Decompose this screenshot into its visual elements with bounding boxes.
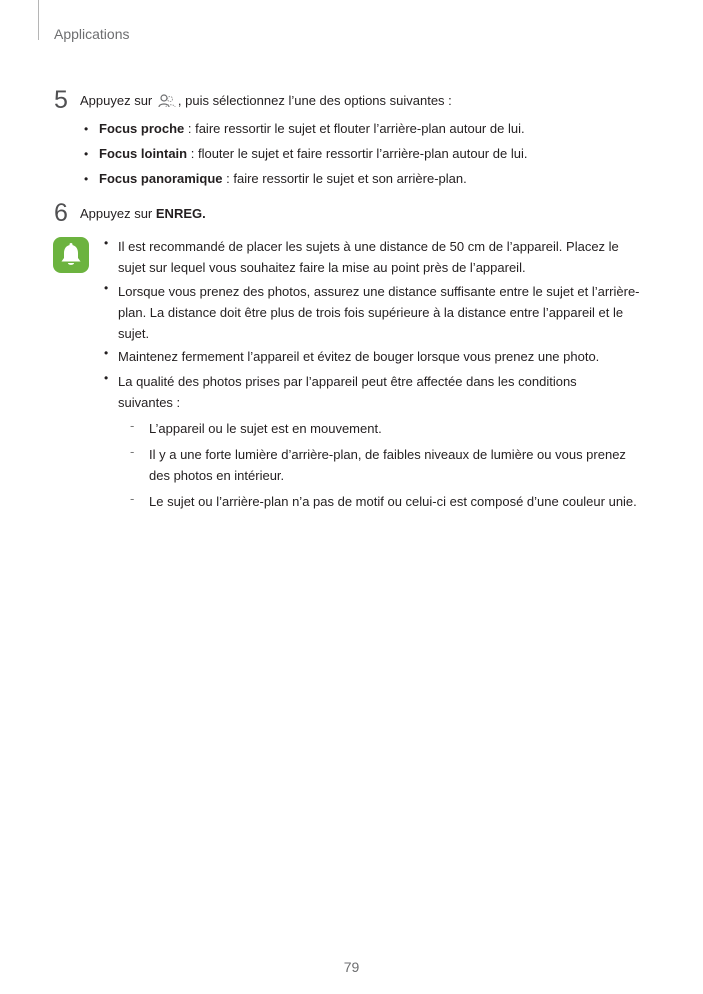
step-6-bold: ENREG. [155,206,206,221]
note-line: sujet sur lequel vous souhaitez faire la mise au point près de l’appareil. [118,260,526,275]
step-5-text-after: , puis sélectionnez l’une des options suivantes : [177,93,452,108]
note-line: plan. La distance doit être plus de trois fois supérieure à la distance entre l’appareil et le [118,305,624,320]
step-6-instruction [80,206,206,221]
note-line: sujet. [118,326,150,341]
notice-bell-icon [53,237,89,273]
sub-line: Le sujet ou l’arrière-plan n’a pas de motif ou celui-ci est composé d’une couleur unie. [149,494,637,509]
bullet: • [84,172,89,186]
bullet: • [84,122,89,136]
header-divider [38,0,39,40]
bullet: • [104,281,109,295]
note-line: Maintenez fermement l’appareil et évitez de bouger lorsque vous prenez une photo. [118,349,600,364]
selective-focus-icon [157,93,177,109]
bullet: • [104,236,109,250]
section-title: Applications [54,26,130,42]
bullet: • [104,371,109,385]
step-5-text-before: Appuyez sur [80,93,153,108]
option-term: Focus panoramique [99,171,223,186]
option-desc: : flouter le sujet et faire ressortir l’arrière-plan autour de lui. [187,146,528,161]
note-line: suivantes : [118,395,181,410]
step-number: 5 [54,86,68,114]
note-line: La qualité des photos prises par l’appareil peut être affectée dans les conditions [118,374,577,389]
step-6-text: Appuyez sur [80,206,153,221]
option-desc: : faire ressortir le sujet et son arrière-plan. [222,171,467,186]
note-line: Lorsque vous prenez des photos, assurez une distance suffisante entre le sujet et l’arrière- [118,284,640,299]
option-term: Focus lointain [99,146,188,161]
step-number: 6 [54,199,68,227]
dash-marker: - [130,418,135,433]
sub-line: L’appareil ou le sujet est en mouvement. [149,421,382,436]
bullet: • [84,147,89,161]
option-desc: : faire ressortir le sujet et flouter l’arrière-plan autour de lui. [184,121,525,136]
sub-line: Il y a une forte lumière d’arrière-plan, de faibles niveaux de lumière ou vous prenez [149,447,626,462]
bullet: • [104,346,109,360]
step-5-instruction [80,93,452,109]
page-number: 79 [343,959,360,975]
sub-line: des photos en intérieur. [149,468,285,483]
dash-marker: - [130,444,135,459]
note-line: Il est recommandé de placer les sujets à une distance de 50 cm de l’appareil. Placez le [118,239,619,254]
option-term: Focus proche [99,121,185,136]
dash-marker: - [130,491,135,506]
